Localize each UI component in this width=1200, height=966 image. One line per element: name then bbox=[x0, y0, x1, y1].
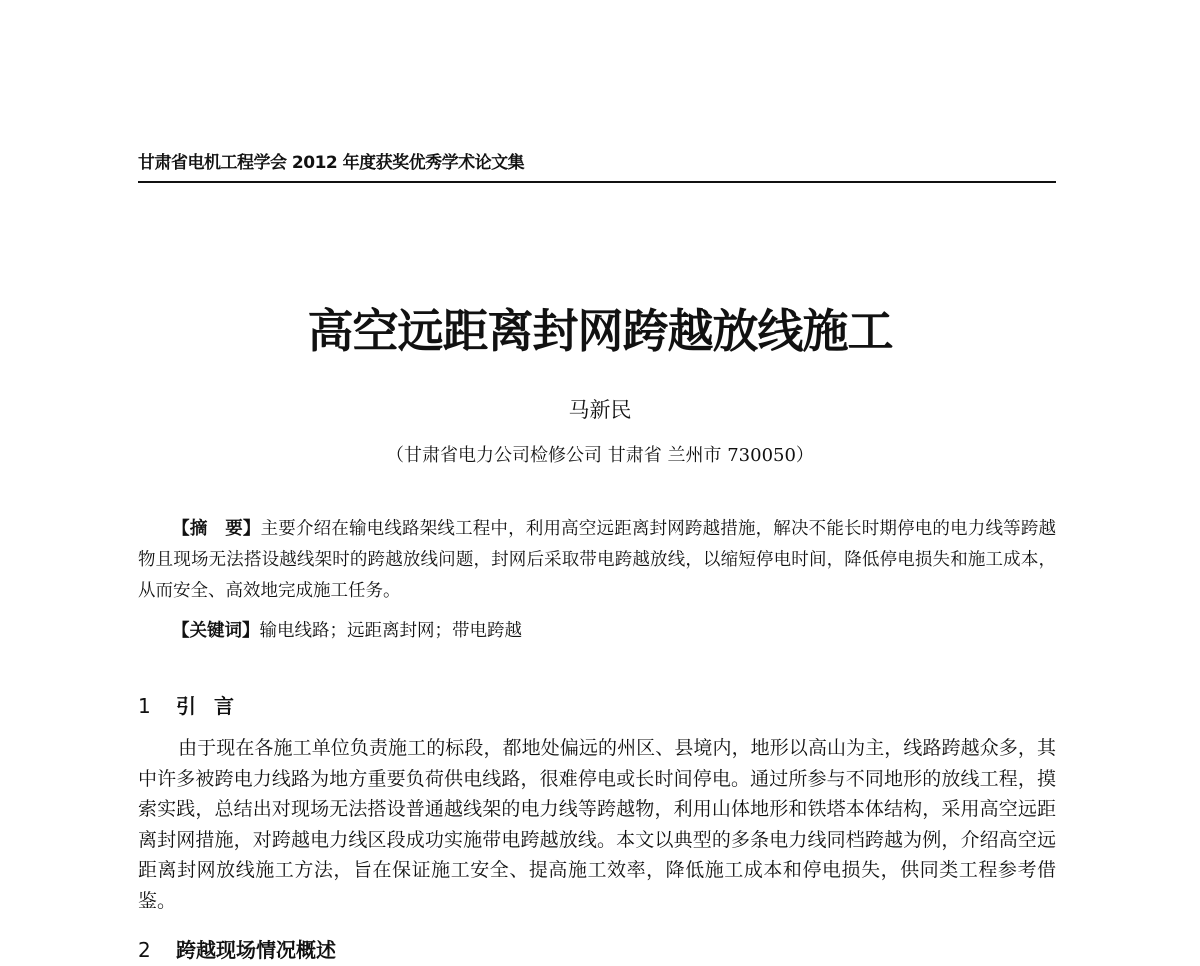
section-2-heading bbox=[138, 934, 336, 966]
keywords-label: 【关键词】 bbox=[172, 621, 260, 641]
section-1-number: 1 bbox=[138, 694, 151, 718]
section-2-title: 跨越现场情况概述 bbox=[176, 938, 336, 962]
section-1-paragraph bbox=[138, 733, 1056, 916]
section-2-number: 2 bbox=[138, 938, 151, 962]
section-1-paragraph-text: 由于现在各施工单位负责施工的标段，都地处偏远的州区、县境内，地形以高山为主，线路跨越众多，其中许多被跨电力线路为地方重要负荷供电线路，很难停电或长时间停电。通过所参与不同地形的放线工程，摸索实践，总结出对现场无法搭设普通越线架的电力线等跨越物，利用山体地形和铁塔本体结构，采用高空远距离封网措施，对跨越电力线区段成功实施带电跨越放线。本文以典型的多条电力线同档跨越为例，介绍高空远距离封网放线施工方法，旨在保证施工安全、提高施工效率，降低施工成本和停电损失，供同类工程参考借鉴。 bbox=[138, 737, 1056, 912]
abstract-text: 主要介绍在输电线路架线工程中，利用高空远距离封网跨越措施，解决不能长时期停电的电力线等跨越物且现场无法搭设越线架时的跨越放线问题，封网后采取带电跨越放线，以缩短停电时间，降低停电损失和施工成本，从而安全、高效地完成施工任务。 bbox=[138, 519, 1057, 601]
header-rule bbox=[138, 181, 1056, 183]
author-affiliation: （甘肃省电力公司检修公司 甘肃省 兰州市 730050） bbox=[386, 445, 814, 466]
running-header: 甘肃省电机工程学会 2012 年度获奖优秀学术论文集 bbox=[138, 153, 525, 173]
section-1-title: 引言 bbox=[176, 694, 252, 718]
paper-title: 高空远距离封网跨越放线施工 bbox=[307, 304, 893, 358]
abstract bbox=[138, 514, 1056, 607]
keywords-text: 输电线路；远距离封网；带电跨越 bbox=[259, 621, 522, 641]
author-name: 马新民 bbox=[568, 398, 632, 422]
section-1-heading bbox=[138, 690, 252, 722]
abstract-label: 【摘 要】 bbox=[172, 519, 261, 539]
keywords bbox=[172, 616, 1056, 647]
